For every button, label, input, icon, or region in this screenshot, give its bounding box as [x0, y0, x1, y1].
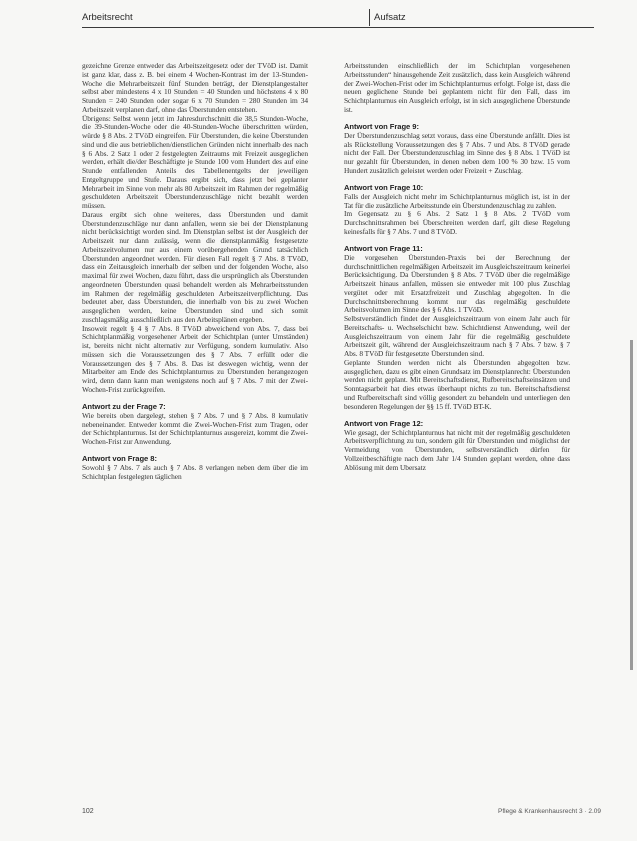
body-paragraph: Geplante Stunden werden nicht als Überstunden abgegolten bzw. ausgeglichen, dazu es gibt einen Grundsatz im Dienstplanrecht: Überstunden werden nicht geplant. Mit Bereitschaftsdienst, Rufbereitschaftseinsätzen und Sonntagsarbeit hat dies etwas überhaupt nichts zu tun. Bereitschaftsdienst und Rufbereitschaft sind völlig gesondert zu behandeln und unterliegen den besonderen Regelungen der §§ 15 ff. TVöD BT-K.	[344, 357, 570, 411]
body-paragraph: Im Gegensatz zu § 6 Abs. 2 Satz 1 § 8 Abs. 2 TVöD vom Durchschnittsrahmen bei Überschreiten werden darf, gilt diese Regelung keinesfalls für § 7 Abs. 7 und 8 TVöD.	[344, 209, 570, 236]
answer-heading: Antwort zu der Frage 7:	[82, 402, 166, 411]
answer-heading: Antwort von Frage 8:	[82, 454, 157, 464]
page-number: 102	[82, 808, 94, 815]
answer-heading: Antwort von Frage 9:	[344, 122, 419, 131]
body-paragraph: gezeichne Grenze entweder das Arbeitszeitgesetz oder der TVöD ist. Damit ist ganz klar, dass z. B. bei einem 4 Wochen-Kontrast im der 13-Stunden-Woche die Mehrarbeitszeit fünf Stunden beträgt, der Dienstplangestalter selbst aber mindestens 4 x 10 Stunden = 40 Stunden und höchstens 4 x 80 Stunden = 240 Stunden oder sogar 6 x 70 Stunden = 280 Stunden im 34 Arbeitszeit verplanen darf, ohne das Überstunden entstehen.	[82, 61, 308, 114]
body-paragraph: Sowohl § 7 Abs. 7 als auch § 7 Abs. 8 verlangen neben dem über die im Schichtplan festgelegten täglichen	[82, 463, 308, 481]
header-divider	[369, 9, 370, 26]
page-edge-mark	[630, 340, 633, 670]
page-header	[82, 11, 594, 28]
left-column	[82, 62, 308, 482]
answer-heading: Antwort von Frage 11:	[344, 244, 423, 253]
section-label: Arbeitsrecht	[82, 12, 133, 23]
body-paragraph: Die vorgesehen Überstunden-Praxis bei der Berechnung der durchschnittlichen regelmäßigen Arbeitszeit im Ausgleichszeitraum keinerlei Berücksichtigung. Da Überstunden § 8 Abs. 7 TVöD über die regelmäßige Arbeitszeit hinaus anfallen, müssen sie entweder mit 100 plus Zuschlag vergütet oder mit Ersatzfreizeit und Zuschlag abgegolten. In die Durchschnittsberechnung kommt nur das regelmäßig geschuldete Arbeitsvolumen im Sinne des § 6 Abs. 1 TVöD.	[344, 252, 570, 315]
body-paragraph: Daraus ergibt sich ohne weiteres, dass Überstunden und damit Überstundenzuschläge nur dann anfallen, wenn sie bei der Dienstplanung nicht berücksichtigt worden sind. Im Dienstplan selbst ist der Ausgleich der Arbeitszeit nur dann zulässig, wenn die dienstplanmäßig festgesetzte Arbeitszeitvolumen nur aus einem vorübergehenden Grund tatsächlich Überstunden angeordnet werden. Für diesen Fall regelt § 7 Abs. 8 TVöD, dass ein Zeitausgleich innerhalb der selben und der folgenden Woche, also maximal für zwei Wochen, dazu führt, dass die ursprünglich als Überstunden angeordneten Überstunden quasi behandelt werden als Mehrarbeitsstunden im Rahmen der regelmäßig geschuldeten Arbeitszeitverpflichtung. Das bedeutet aber, dass Überstunden, die innerhalb von bis zu zwei Wochen ausgeglichen werden, keine Überstunden sind und sich somit zuschlagsmäßig ausschließlich aus den Arbeitsplänen ergeben.	[82, 209, 308, 324]
body-paragraph: Der Überstundenzuschlag setzt voraus, dass eine Überstunde anfällt. Dies ist als Rückstellung Voraussetzungen des § 7 Abs. 7 und Abs. 8 TVöD gerade nicht der Fall. Der Überstundenzuschlag im Sinne des § 8 Abs. 1 TVöD ist nur gezahlt für Überstunden, in denen neben dem 100 % 30 bzw. 15 vom Hundert zusätzlich geleistet werden oder Freizeit + Zuschlag.	[344, 130, 570, 175]
body-paragraph: Insoweit regelt § 4 § 7 Abs. 8 TVöD abweichend von Abs. 7, dass bei Schichtplanmäßig vorgesehener Arbeit der Schichtplan (unter Umständen) ist, bereits nicht nicht alternativ zur Verfügung, sondern kumulativ. Also müssen sich die Voraussetzungen des § 7 Abs. 7 erfüllt oder die Voraussetzungen des § 7 Abs. 8. Das ist deswegen wichtig, wenn der Mitarbeiter am Ende des Schichtplanturnus zu Überstunden herangezogen wird, denn dann kann man wenigstens noch auf § 7 Abs. 7 mit der Zwei-Wochen-Frist zurückgreifen.	[82, 323, 308, 394]
body-paragraph: Falls der Ausgleich nicht mehr im Schichtplanturnus möglich ist, ist in der Tat für die zusätzliche Arbeitsstunde ein Überstundenzuschlag zu zahlen.	[344, 191, 570, 210]
answer-heading: Antwort von Frage 12:	[344, 418, 424, 428]
body-paragraph: Arbeitsstunden einschließlich der im Schichtplan vorgesehenen Arbeitsstunden“ hinausgehende Zeit zusätzlich, dass kein Ausgleich während der Zwei-Wochen-Frist oder im Schichtplanturnus erfolgt. Folge ist, dass die neuen geglichene Stunde bei geplantem nicht für den Fall, dass im Schichtplanturnus ein Ausgleich erfolgt, ist in sich ausgeglichene Überstunde ist.	[344, 61, 570, 114]
article-type-label: Aufsatz	[374, 12, 406, 23]
body-paragraph: Wie gesagt, der Schichtplanturnus hat nicht mit der regelmäßig geschuldeten Arbeitsverpflichtung zu tun, sondern gilt für Überstunden und möglichst der Vermeidung von Überstunden, selbstverständlich dürfen für Vollzeitbeschäftigte nach dem Jahr 1/4 Stunden geplant werden, ohne dass Ablösung mit dem Ubersatz	[344, 427, 570, 472]
body-paragraph: Selbstverständlich findet der Ausgleichszeitraum von einem Jahr auch für Bereitschafts- u. Wechselschicht bzw. Schichtdienst Anwendung, weil der Ausgleichszeitraum von einem Jahr für die regelmäßig geschuldete Arbeitszeit gilt, während der Ausgleichszeitraum nach § 7 Abs. 7 bzw. § 7 Abs. 8 TVöD für festgesetzte Überstunden sind.	[344, 314, 570, 358]
answer-heading: Antwort von Frage 10:	[344, 183, 424, 192]
body-paragraph: Wie bereits oben dargelegt, stehen § 7 Abs. 7 und § 7 Abs. 8 kumulativ nebeneinander. Entweder kommt die Zwei-Wochen-Frist zum Tragen, oder der Schichtplanturnus. Ist der Schichtplanturnus ausgereizt, kommt die Zwei-Wochen-Frist zur Anwendung.	[82, 410, 308, 446]
journal-reference: Pflege & Krankenhausrecht 3 · 2.09	[498, 808, 601, 815]
right-column	[344, 62, 570, 472]
body-paragraph: Übrigens: Selbst wenn jetzt im Jahresdurchschnitt die 38,5 Stunden-Woche, die 39-Stunden-Woche oder die 40-Stunden-Woche überschritten würden, würde § 8 Abs. 2 TVöD eingreifen. Für Überstunden, die keine Überstunden sind und die aus betrieblichen/dienstlichen Gründen nicht innerhalb des nach § 6 Abs. 2 Satz 1 oder 2 festgelegten Zeitraums mit Freizeit ausgeglichen werden, erhält die/der Beschäftigte je Stunde 100 vom Hundert des auf eine Stunde entfallenden Anteils des Tabellenentgelts der jeweiligen Entgeltgruppe und Stufe. Daraus ergibt sich, dass jetzt bei geplanter Mehrarbeit im Sinne von mehr als 80 Arbeitszeit im Rahmen der regelmäßig geschuldeten Arbeitszeit Überstundenzuschläge nicht bezahlt werden müssen.	[82, 113, 308, 210]
